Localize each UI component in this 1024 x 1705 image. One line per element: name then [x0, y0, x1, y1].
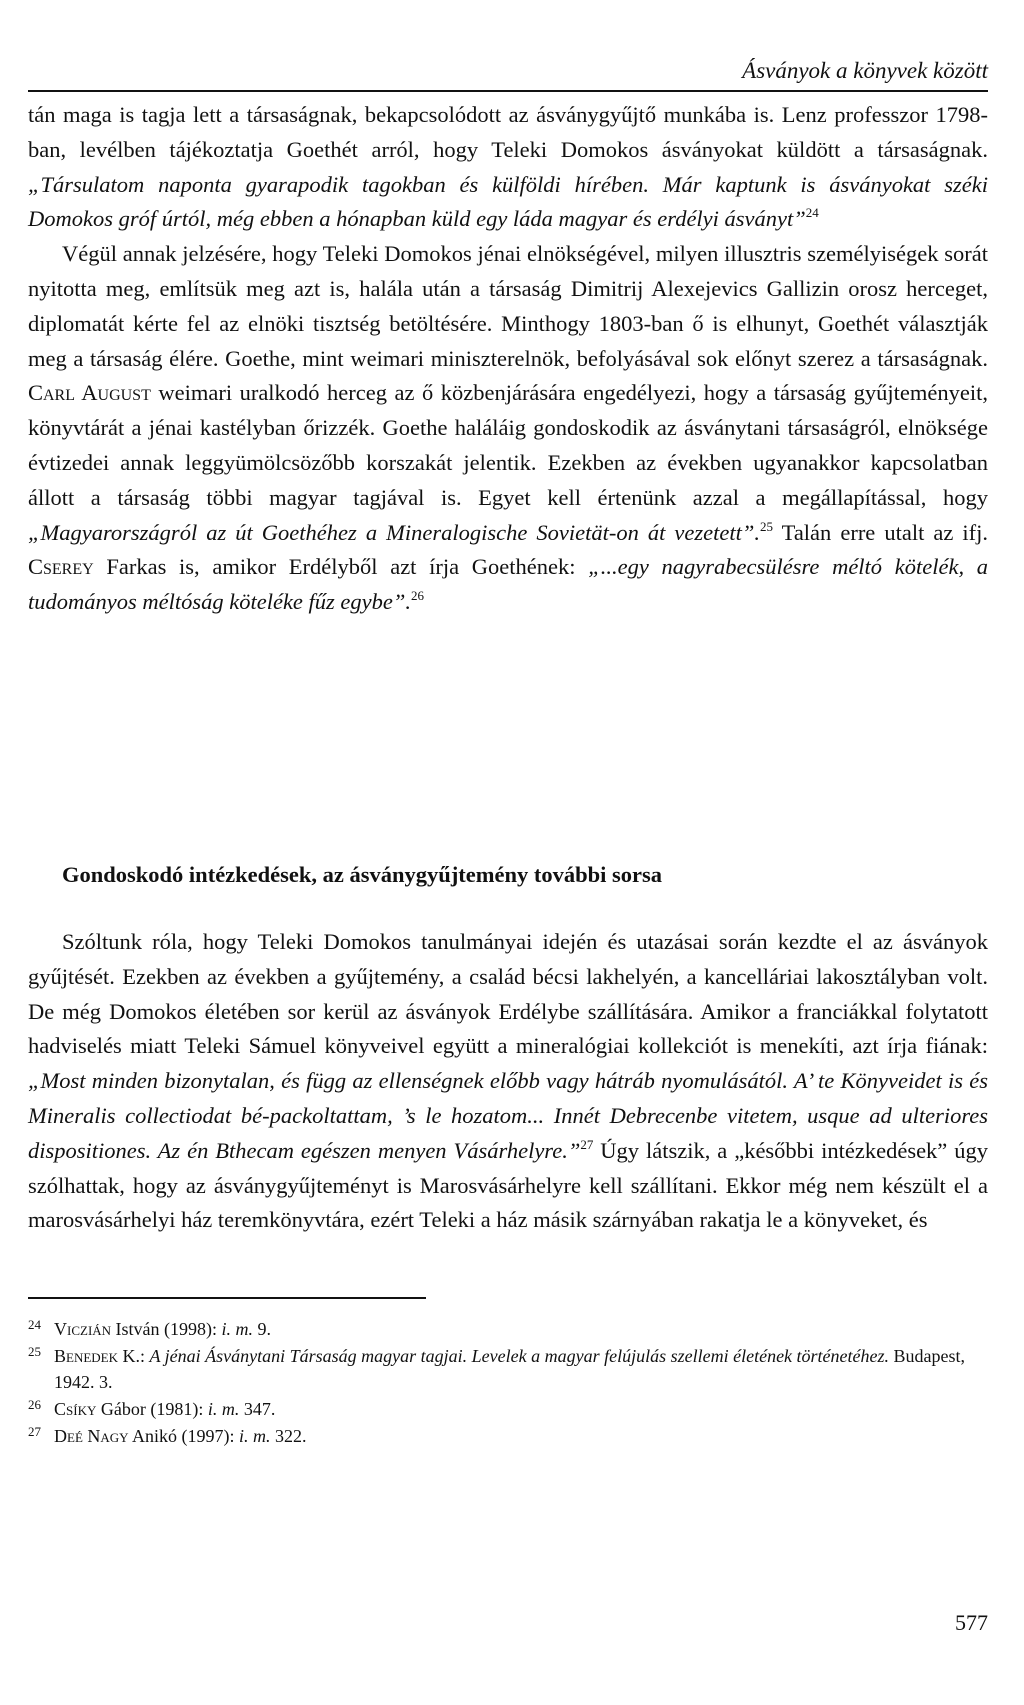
section-heading: Gondoskodó intézkedések, az ásványgyűjtemény további sorsa [62, 862, 663, 887]
footnote-text: Anikó (1997): [128, 1425, 240, 1446]
page-number: 577 [955, 1610, 988, 1635]
paragraph-block-2 [28, 925, 988, 1238]
footnote-text: K.: [118, 1345, 150, 1366]
name-cserey: Cserey [28, 554, 94, 580]
footnote-number: 27 [28, 1423, 41, 1439]
footnote-text: István (1998): [111, 1319, 222, 1339]
footnote-ref: i. m. [239, 1425, 271, 1446]
footnote-ref-27: 27 [580, 1136, 594, 1152]
running-title: Ásványok a könyvek között [742, 58, 988, 83]
footnotes [28, 1316, 988, 1450]
quote-cserey: „...egy nagyrabecsülésre méltó kötelék, a tudományos méltóság köteléke fűz egybe”. [28, 554, 989, 615]
footnote-ref-26: 26 [411, 588, 425, 604]
paragraph-collection [28, 925, 988, 1238]
text-run: Végül annak jelzésére, hogy Teleki Domokos jénai elnökségével, milyen illusztris személyiségek sorát nyitotta meg, említsük meg azt is, halála után a társaság Dimitrij Alexejevics Gallizin orosz herceget, diplomatát kérte fel az elnöki tisztség betöltésére. Minthogy 1803-ban ő is elhunyt, Goethét választják meg a társaság élére. Goethe, mint weimari miniszterelnök, befolyásával sok előnyt szerez a társaságnak. [28, 241, 988, 371]
footnote-text: 9. [253, 1319, 272, 1339]
paragraph-goethe [28, 237, 988, 620]
footnote-text: Gábor (1981): [96, 1399, 208, 1420]
running-header [28, 40, 988, 92]
quote-magyarorszag: „Magyarországról az út Goethéhez a Mineralogische Sovietät-on át vezetett”. [28, 519, 761, 545]
footnote-24 [28, 1316, 988, 1343]
footnote-26 [28, 1396, 988, 1423]
footnote-author: Viczián [54, 1319, 112, 1339]
text-run: tán maga is tagja lett a társaságnak, bekapcsolódott az ásványgyűjtő munkába is. Lenz professzor 1798-ban, levélben tájékoztatja Goethét arról, hogy Teleki Domokos ásványokat küldött a társaságnak. [28, 102, 988, 162]
footnote-ref-24: 24 [805, 205, 819, 221]
paragraph-lenz [28, 98, 988, 237]
footnote-ref: i. m. [207, 1399, 240, 1420]
text-run: Szóltunk róla, hogy Teleki Domokos tanulmányai idején és utazásai során kezdte el az ásványok gyűjtését. Ezekben az években a gyűjtemény, a család bécsi lakhelyén, a kancelláriai lakosztályban volt. De még Domokos életében sor kerül az ásványok Erdélybe szállítására. Amikor a franciákkal folytatott hadviselés miatt Teleki Sámuel könyveivel együtt a mineralógiai kollekciót is menekíti, azt írja fiának: [28, 929, 988, 1059]
footnote-text: Budapest, 1942. 3. [54, 1345, 966, 1393]
footnote-number: 25 [28, 1343, 41, 1359]
footnote-ref: i. m. [221, 1319, 254, 1339]
text-run: Úgy látszik, a „későbbi intézkedések” úgy szólhattak, hogy az ásványgyűjteményt is Marosvásárhelyre kell szállítani. Ekkor még nem készült el a marosvásárhelyi ház teremkönyvtára, ezért Teleki a ház másik szárnyában rakatja le a könyveket, és [28, 1137, 988, 1233]
quote-teleki-samuel: „Most minden bizonytalan, és függ az ellenségnek előbb vagy hátráb nyomulásától. A’ te Könyveidet is és Mineralis collectiodat bé-packoltattam, ’s le hozatom... Innét Debrecenbe vitetem, usque ad ulteriores dispositiones. Az én Bthecam egészen menyen Vásárhelyre.” [28, 1068, 988, 1163]
text-run: weimari uralkodó herceg az ő közbenjárására engedélyezi, hogy a társaság gyűjteményeit, könyvtárát a jénai kastélyban őrizzék. Goethe haláláig gondoskodik az ásványtani társaságról, elnöksége évtizedei annak leggyümölcsözőbb korszakát jelentik. Ezekben az években ugyanakkor kapcsolatban állott a társaság többi magyar tagjával is. Egyet kell értenünk azzal a megállapítással, hogy [28, 380, 988, 510]
footnote-27 [28, 1423, 988, 1450]
text-run: Farkas is, amikor Erdélyből azt írja Goethének: [93, 554, 589, 580]
paragraph-block-1 [28, 98, 988, 620]
footnote-text: 347. [239, 1399, 276, 1420]
name-carl-august: Carl August [28, 380, 151, 406]
footnote-author: Deé Nagy [54, 1425, 129, 1446]
footnote-separator [28, 1297, 426, 1299]
footnote-author: Csíky [54, 1399, 97, 1420]
text-run: Talán erre utalt az ifj. [773, 519, 988, 545]
footnote-text: 322. [270, 1425, 307, 1446]
footnote-ref: A jénai Ásványtani Társaság magyar tagjai. Levelek a magyar felújulás szellemi életének történetéhez. [149, 1345, 890, 1366]
footnote-25 [28, 1343, 988, 1396]
footnote-number: 24 [28, 1317, 41, 1332]
footnote-number: 26 [28, 1397, 41, 1413]
footnote-ref-25: 25 [760, 518, 774, 534]
quote-lenz: „Társulatom naponta gyarapodik tagokban és külföldi hírében. Már kaptunk is ásványokat széki Domokos gróf úrtól, még ebben a hónapban küld egy láda magyar és erdélyi ásványt” [28, 171, 988, 232]
footnote-author: Benedek [54, 1345, 118, 1366]
